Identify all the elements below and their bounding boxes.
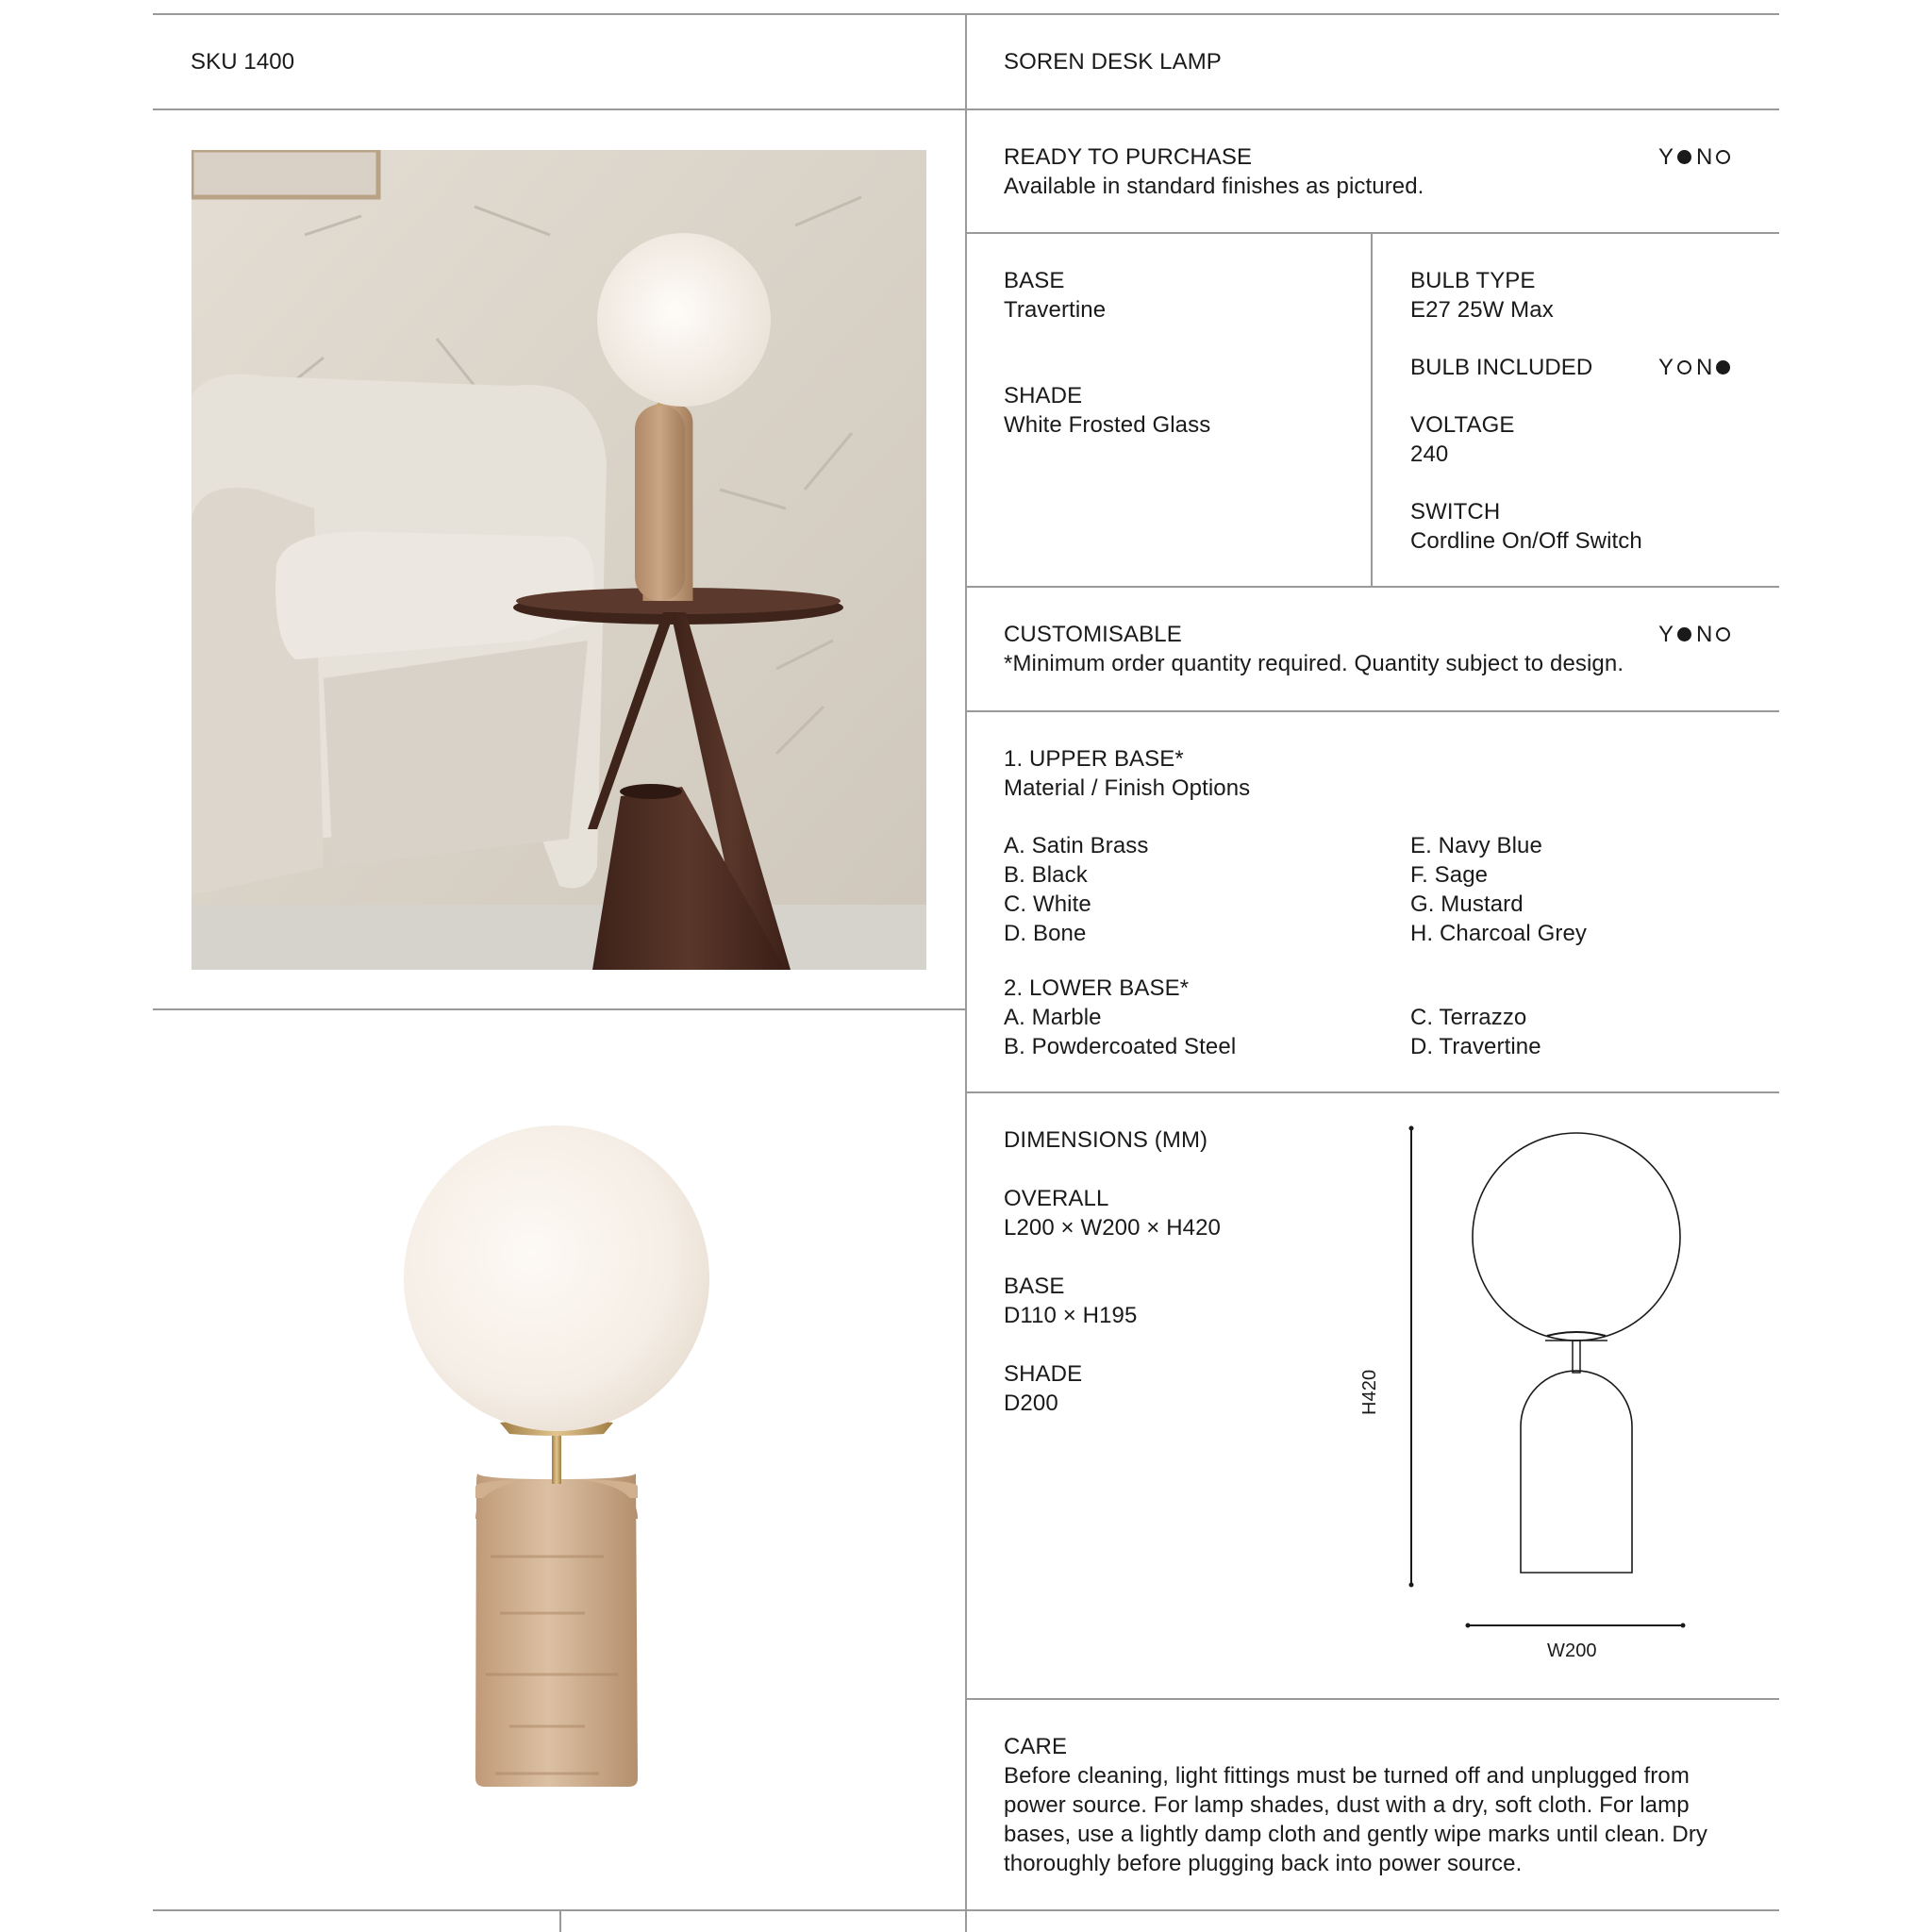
lifestyle-photo <box>192 150 926 970</box>
purchase-note: Available in standard finishes as pictured. <box>1004 174 1424 199</box>
dimensions-block <box>1004 1125 1221 1418</box>
technical-drawing <box>1358 1123 1707 1670</box>
customisable-no-label: N <box>1696 622 1713 647</box>
dimensions-overall-label: OVERALL <box>1004 1186 1109 1211</box>
option-item: F. Sage <box>1410 862 1489 888</box>
spec-base-label: BASE <box>1004 268 1065 293</box>
spec-bulb-type-value: E27 25W Max <box>1410 297 1554 323</box>
option-item: C. White <box>1004 891 1091 917</box>
spacer <box>1004 1242 1221 1272</box>
spec-shade <box>1004 381 1210 440</box>
height-label: H420 <box>1359 1369 1380 1415</box>
lower-base-heading <box>1004 974 1236 1061</box>
spec-voltage <box>1410 410 1515 469</box>
option-item: A. Satin Brass <box>1004 833 1149 858</box>
spec-bulb-type-label: BULB TYPE <box>1410 268 1536 293</box>
spacer <box>1004 1155 1221 1184</box>
product-photo <box>377 1123 736 1792</box>
rule-specs-split <box>1371 232 1373 587</box>
dimensions-base-label: BASE <box>1004 1274 1065 1299</box>
dimensions-title: DIMENSIONS (MM) <box>1004 1127 1208 1153</box>
customisable-note: *Minimum order quantity required. Quantity subject to design. <box>1004 651 1624 676</box>
dimensions-shade-value: D200 <box>1004 1391 1058 1416</box>
purchase-title: READY TO PURCHASE <box>1004 144 1253 170</box>
customisable-yes-radio <box>1677 627 1691 641</box>
spec-shade-label: SHADE <box>1004 383 1083 408</box>
spacer <box>1004 1330 1221 1359</box>
spec-base <box>1004 266 1106 325</box>
upper-base-title: 1. UPPER BASE* <box>1004 746 1184 772</box>
spec-switch <box>1410 497 1642 556</box>
purchase-no-label: N <box>1696 144 1713 170</box>
customisable-yes-label: Y <box>1658 622 1674 647</box>
upper-base-options-right <box>1410 831 1587 948</box>
spec-voltage-label: VOLTAGE <box>1410 412 1515 438</box>
lifestyle-scene <box>192 150 926 970</box>
option-item: D. Travertine <box>1410 1034 1541 1059</box>
spec-voltage-value: 240 <box>1410 441 1449 467</box>
option-item: E. Navy Blue <box>1410 833 1542 858</box>
bulb-no-label: N <box>1696 355 1713 380</box>
upper-base-options-left <box>1004 831 1148 948</box>
bulb-included-yes-no <box>1658 353 1735 382</box>
care-body: Before cleaning, light fittings must be turned off and unplugged from power source. For lamp shades, dust with a dry, soft cloth. For lamp bases, use a lightly damp cloth and gently wipe marks until clean. Dry thoroughly before plugging back into power source. <box>1004 1763 1708 1876</box>
spec-bulb-included-label: BULB INCLUDED <box>1410 355 1593 380</box>
spec-switch-label: SWITCH <box>1410 499 1501 525</box>
rule-center <box>965 13 967 1932</box>
width-label: W200 <box>1547 1641 1597 1661</box>
spec-switch-value: Cordline On/Off Switch <box>1410 528 1642 554</box>
upper-base-subtitle: Material / Finish Options <box>1004 775 1251 801</box>
customisable-yes-no <box>1658 620 1735 649</box>
rule-left-mid <box>153 1008 966 1010</box>
care-title: CARE <box>1004 1734 1068 1759</box>
rule-bottom <box>153 1909 1779 1911</box>
option-item: D. Bone <box>1004 921 1087 946</box>
rule-bottom-tick <box>559 1909 561 1932</box>
purchase-yes-radio <box>1677 150 1691 164</box>
option-item: A. Marble <box>1004 1005 1102 1030</box>
lower-base-title: 2. LOWER BASE* <box>1004 975 1190 1001</box>
option-item: C. Terrazzo <box>1410 1005 1527 1030</box>
bulb-yes-label: Y <box>1658 355 1674 380</box>
option-item: B. Black <box>1004 862 1088 888</box>
product-cutout <box>377 1123 736 1792</box>
lower-base-options-right <box>1410 1003 1541 1061</box>
globe-outline <box>1473 1133 1680 1341</box>
rule-specs <box>965 586 1779 588</box>
purchase-yes-no <box>1658 142 1735 172</box>
option-item: G. Mustard <box>1410 891 1524 917</box>
dimensions-overall-value: L200 × W200 × H420 <box>1004 1215 1221 1241</box>
product-name: SOREN DESK LAMP <box>1004 49 1222 75</box>
option-item: B. Powdercoated Steel <box>1004 1034 1237 1059</box>
customisable-no-radio <box>1716 627 1730 641</box>
sku-number: SKU 1400 <box>191 49 295 75</box>
rule-options <box>965 1091 1779 1093</box>
purchase-no-radio <box>1716 150 1730 164</box>
rule-customisable <box>965 710 1779 712</box>
upper-base-heading <box>1004 744 1250 803</box>
customisable-title: CUSTOMISABLE <box>1004 622 1182 647</box>
bulb-yes-radio <box>1677 360 1691 375</box>
option-item: H. Charcoal Grey <box>1410 921 1587 946</box>
bulb-no-radio <box>1716 360 1730 375</box>
rule-dimensions <box>965 1698 1779 1700</box>
purchase-yes-label: Y <box>1658 144 1674 170</box>
spec-base-value: Travertine <box>1004 297 1107 323</box>
dimensions-shade-label: SHADE <box>1004 1361 1083 1387</box>
base-outline <box>1521 1371 1632 1573</box>
spec-shade-value: White Frosted Glass <box>1004 412 1211 438</box>
dimensions-base-value: D110 × H195 <box>1004 1303 1138 1328</box>
spec-bulb-type <box>1410 266 1554 325</box>
lamp-outline-drawing <box>1358 1123 1707 1670</box>
